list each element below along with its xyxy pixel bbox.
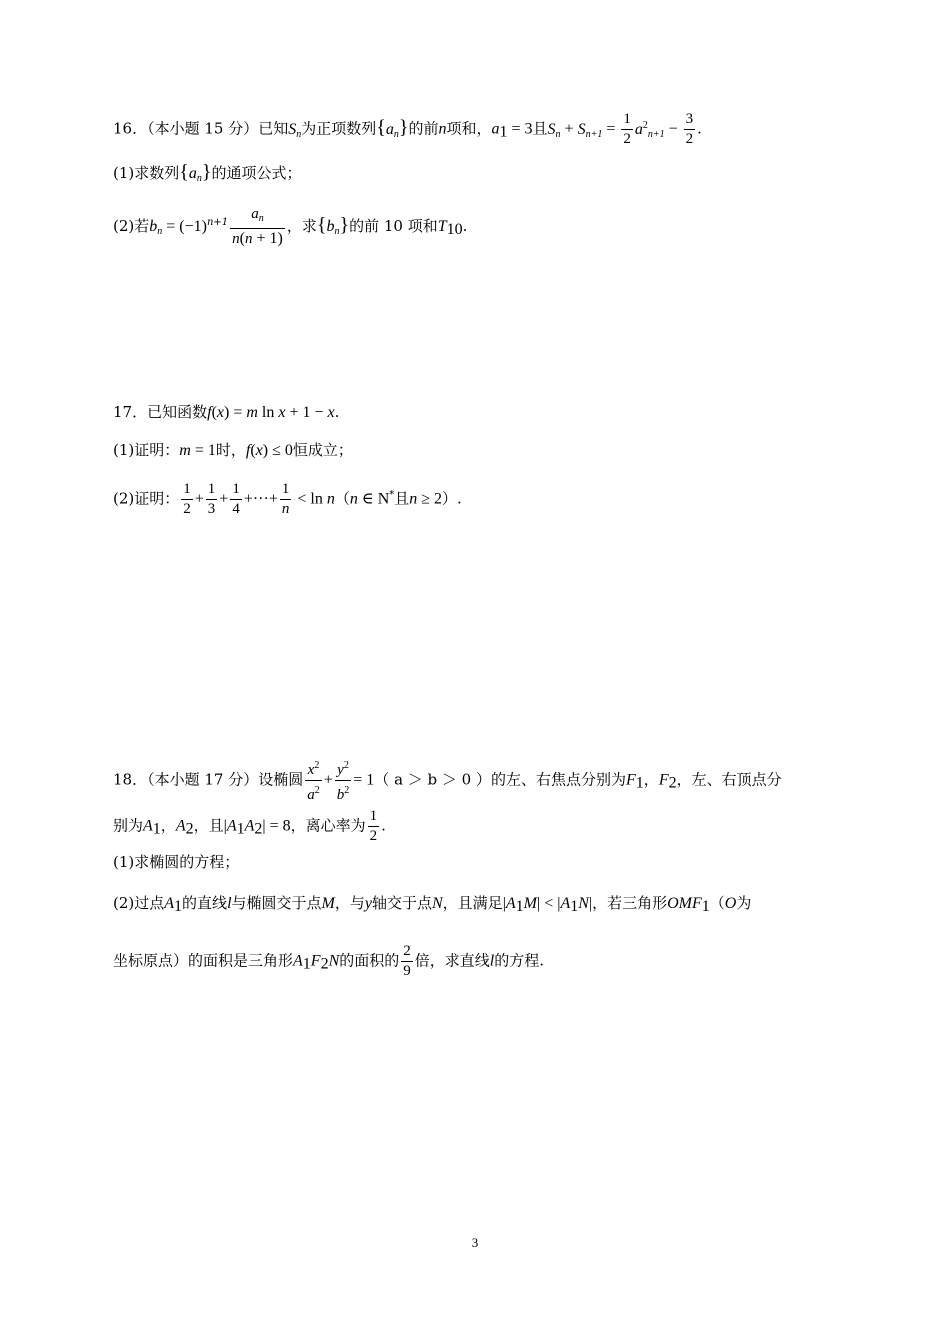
q18-part2-line2: 坐标原点）的面积是三角形$A_1F_2N$的面积的 $\frac{2}{9}$ 倍，求直线l的方程. — [113, 943, 545, 979]
fraction-three-halves: $\frac{3}{2}$ — [685, 111, 694, 147]
q16-points: （本小题 15 分） — [147, 119, 259, 138]
q18-stem-line1: 18．（本小题 17 分）设椭圆 $\frac{x^2}{a^2}$ + $\frac{y^2}{b^2}$ = 1（ a ＞ b ＞ 0 ）的左、右焦点分别为$F_1$，$F_2$，左、右顶点分 — [113, 756, 782, 805]
q17-stem: 17．已知函数f(x) = m ln x + 1 − x. — [113, 403, 340, 421]
q16-number: 16． — [113, 119, 148, 138]
q18-number: 18． — [113, 770, 148, 789]
q18-stem-line2: 别为$A_1$，$A_2$，且$|A_1A_2| = 8$，离心率为 $\frac{1}{2}$ . — [113, 808, 386, 844]
q18-part1: (1)求椭圆的方程； — [113, 853, 240, 871]
q16-part2: (2)若$b_n = (-1)^{n+1}$ $\frac{a_n}{n(n + 1)}$ ，求$\{b_n\}$的前 10 项和$T_{10}$. — [113, 206, 468, 247]
page-number: 3 — [471, 1235, 479, 1250]
q17-part1: (1)证明：m = 1时，f(x) ≤ 0恒成立； — [113, 441, 353, 459]
q17-number: 17． — [113, 403, 148, 421]
q16-stem: 16．（本小题 15 分）已知$S_n$为正项数列$\{a_n\}$的前n项和，$a_1 = 3$且$S_n + S_{n+1}$ = $\frac{1}{2}$ $a^2_{n+1}$ − $\frac{3}{2}$ . — [113, 111, 702, 147]
q18-part2-line1: (2)过点$A_1$的直线l与椭圆交于点M，与y轴交于点N，且满足$|A_1M| < |A_1N|$，若三角形$OMF_1(O$为 — [113, 894, 752, 915]
fraction-bn: $\frac{a_n}{n(n + 1)}$ — [232, 206, 283, 247]
q18-points: （本小题 17 分） — [147, 770, 259, 789]
q16-part1: (1)求数列$\{a_n\}$的通项公式； — [113, 161, 302, 184]
fraction-half: $\frac{1}{2}$ — [623, 111, 631, 147]
q17-part2: (2)证明： $\frac{1}{2}$ + $\frac{1}{3}$ + $\frac{1}{4}$ +···+ $\frac{1}{n}$ < ln n（n ∈ N*且n ≥ 2）. — [113, 481, 462, 517]
